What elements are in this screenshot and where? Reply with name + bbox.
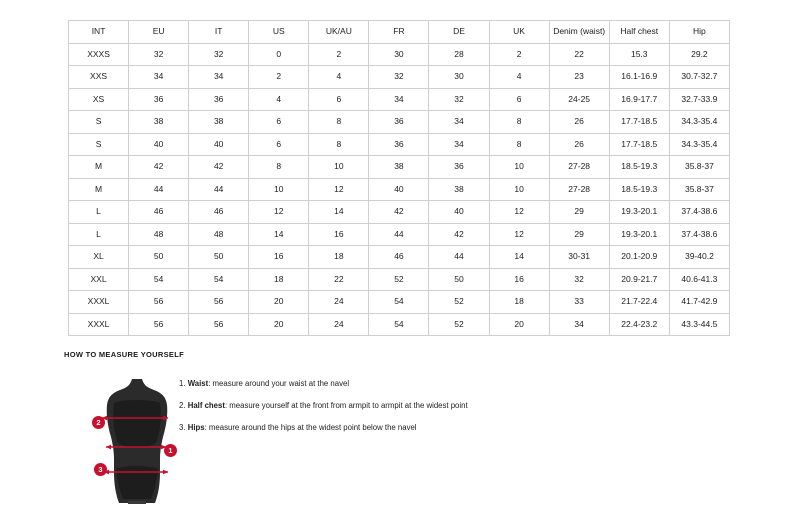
table-cell: 52 xyxy=(429,313,489,336)
table-cell: 0 xyxy=(249,43,309,66)
table-cell: 17.7-18.5 xyxy=(609,111,669,134)
table-cell: 38 xyxy=(369,156,429,179)
table-cell: 14 xyxy=(249,223,309,246)
table-cell: 44 xyxy=(189,178,249,201)
table-cell: 26 xyxy=(549,111,609,134)
table-cell: 34 xyxy=(369,88,429,111)
table-cell: 8 xyxy=(249,156,309,179)
table-cell: S xyxy=(69,111,129,134)
table-cell: 56 xyxy=(129,291,189,314)
table-cell: 35.8-37 xyxy=(669,156,729,179)
table-cell: 21.7-22.4 xyxy=(609,291,669,314)
table-cell: 36 xyxy=(429,156,489,179)
measure-notes xyxy=(179,369,764,445)
table-cell: 12 xyxy=(489,201,549,224)
table-cell: 10 xyxy=(249,178,309,201)
table-cell: 38 xyxy=(429,178,489,201)
table-cell: 42 xyxy=(189,156,249,179)
table-cell: 16 xyxy=(309,223,369,246)
table-cell: 52 xyxy=(369,268,429,291)
table-cell: 18 xyxy=(249,268,309,291)
table-cell: 32 xyxy=(189,43,249,66)
table-cell: XXXL xyxy=(69,291,129,314)
table-cell: 32 xyxy=(549,268,609,291)
measure-note xyxy=(179,401,764,411)
measure-note xyxy=(179,423,764,433)
table-cell: 40 xyxy=(189,133,249,156)
table-row xyxy=(69,88,730,111)
table-cell: 46 xyxy=(129,201,189,224)
table-cell: 12 xyxy=(249,201,309,224)
table-cell: 16 xyxy=(249,246,309,269)
measure-note-term: Hips xyxy=(187,423,205,433)
table-cell: XXS xyxy=(69,66,129,89)
table-cell: 42 xyxy=(429,223,489,246)
table-cell: 34 xyxy=(189,66,249,89)
table-row xyxy=(69,178,730,201)
table-cell: 50 xyxy=(129,246,189,269)
measure-note-number: 2. xyxy=(179,401,186,411)
table-cell: 2 xyxy=(489,43,549,66)
table-cell: 35.8-37 xyxy=(669,178,729,201)
measure-note-number: 3. xyxy=(179,423,186,433)
table-cell: 8 xyxy=(489,133,549,156)
badge-half-chest: 2 xyxy=(92,416,105,429)
table-cell: 44 xyxy=(129,178,189,201)
table-cell: 38 xyxy=(189,111,249,134)
table-cell: 54 xyxy=(189,268,249,291)
table-row xyxy=(69,268,730,291)
table-cell: 46 xyxy=(189,201,249,224)
table-cell: 18.5-19.3 xyxy=(609,178,669,201)
table-cell: XXXL xyxy=(69,313,129,336)
table-cell: 6 xyxy=(309,88,369,111)
table-cell: 2 xyxy=(309,43,369,66)
table-row xyxy=(69,201,730,224)
how-to-measure-section xyxy=(64,350,764,504)
measure-note-text: : measure yourself at the front from armpit to armpit at the widest point xyxy=(224,401,468,411)
table-row xyxy=(69,223,730,246)
table-column-header: DE xyxy=(429,21,489,44)
table-cell: 18 xyxy=(489,291,549,314)
table-cell: 48 xyxy=(129,223,189,246)
table-cell: 12 xyxy=(309,178,369,201)
table-column-header: IT xyxy=(189,21,249,44)
measure-note-text: : measure around your waist at the navel xyxy=(208,379,350,388)
table-cell: 10 xyxy=(489,178,549,201)
table-cell: 22 xyxy=(309,268,369,291)
table-cell: 16 xyxy=(489,268,549,291)
table-cell: 38 xyxy=(129,111,189,134)
table-cell: 56 xyxy=(129,313,189,336)
table-row xyxy=(69,66,730,89)
mannequin-figure xyxy=(64,369,179,504)
measure-note-term: Waist xyxy=(187,379,209,388)
table-cell: 37.4-38.6 xyxy=(669,223,729,246)
table-cell: 30 xyxy=(429,66,489,89)
table-cell: 36 xyxy=(369,111,429,134)
table-cell: 44 xyxy=(369,223,429,246)
table-cell: 18.5-19.3 xyxy=(609,156,669,179)
table-cell: 22.4-23.2 xyxy=(609,313,669,336)
table-cell: 50 xyxy=(189,246,249,269)
table-cell: XXXS xyxy=(69,43,129,66)
table-row xyxy=(69,43,730,66)
table-cell: 14 xyxy=(309,201,369,224)
measure-note xyxy=(179,379,764,389)
table-cell: 6 xyxy=(249,133,309,156)
measure-note-text: : measure around the hips at the widest point below the navel xyxy=(204,423,417,433)
table-cell: 14 xyxy=(489,246,549,269)
table-cell: 8 xyxy=(489,111,549,134)
table-cell: 26 xyxy=(549,133,609,156)
table-cell: 30 xyxy=(369,43,429,66)
table-cell: 10 xyxy=(489,156,549,179)
table-header-row xyxy=(69,21,730,44)
table-row xyxy=(69,291,730,314)
table-cell: 39-40.2 xyxy=(669,246,729,269)
table-cell: 36 xyxy=(369,133,429,156)
table-cell: 34 xyxy=(429,111,489,134)
table-body xyxy=(69,43,730,336)
table-cell: 28 xyxy=(429,43,489,66)
table-cell: 4 xyxy=(309,66,369,89)
size-table-container xyxy=(68,20,730,336)
table-cell: L xyxy=(69,201,129,224)
table-row xyxy=(69,313,730,336)
table-cell: 27-28 xyxy=(549,178,609,201)
table-column-header: UK xyxy=(489,21,549,44)
table-row xyxy=(69,156,730,179)
table-cell: 30-31 xyxy=(549,246,609,269)
table-cell: 20 xyxy=(249,313,309,336)
table-cell: 19.3-20.1 xyxy=(609,201,669,224)
table-cell: 4 xyxy=(249,88,309,111)
table-cell: 34.3-35.4 xyxy=(669,133,729,156)
table-cell: 56 xyxy=(189,291,249,314)
table-header xyxy=(69,21,730,44)
table-cell: 40 xyxy=(429,201,489,224)
table-cell: 16.1-16.9 xyxy=(609,66,669,89)
measure-note-number: 1. xyxy=(179,379,186,388)
how-to-measure-body xyxy=(64,369,764,504)
table-cell: 12 xyxy=(489,223,549,246)
table-cell: 20 xyxy=(249,291,309,314)
table-cell: 54 xyxy=(369,313,429,336)
table-cell: 24 xyxy=(309,313,369,336)
table-cell: 34 xyxy=(429,133,489,156)
table-cell: 20.1-20.9 xyxy=(609,246,669,269)
table-cell: 34 xyxy=(129,66,189,89)
table-cell: 29 xyxy=(549,223,609,246)
table-cell: 22 xyxy=(549,43,609,66)
badge-hips: 3 xyxy=(94,463,107,476)
table-cell: 41.7-42.9 xyxy=(669,291,729,314)
badge-waist: 1 xyxy=(164,444,177,457)
how-to-measure-title: HOW TO MEASURE YOURSELF xyxy=(64,350,184,359)
table-cell: 36 xyxy=(129,88,189,111)
table-cell: 48 xyxy=(189,223,249,246)
table-cell: 54 xyxy=(129,268,189,291)
table-cell: 20.9-21.7 xyxy=(609,268,669,291)
table-cell: 29 xyxy=(549,201,609,224)
table-row xyxy=(69,111,730,134)
table-cell: 6 xyxy=(489,88,549,111)
table-column-header: INT xyxy=(69,21,129,44)
table-cell: 32 xyxy=(429,88,489,111)
table-cell: 34.3-35.4 xyxy=(669,111,729,134)
table-cell: L xyxy=(69,223,129,246)
table-cell: 8 xyxy=(309,133,369,156)
table-column-header: FR xyxy=(369,21,429,44)
table-cell: 2 xyxy=(249,66,309,89)
table-cell: 46 xyxy=(369,246,429,269)
table-cell: 42 xyxy=(369,201,429,224)
table-column-header: Denim (waist) xyxy=(549,21,609,44)
table-cell: 40 xyxy=(369,178,429,201)
table-cell: 40 xyxy=(129,133,189,156)
table-cell: 17.7-18.5 xyxy=(609,133,669,156)
table-cell: 27-28 xyxy=(549,156,609,179)
table-cell: 37.4-38.6 xyxy=(669,201,729,224)
table-cell: XS xyxy=(69,88,129,111)
table-cell: S xyxy=(69,133,129,156)
table-cell: 24-25 xyxy=(549,88,609,111)
table-column-header: EU xyxy=(129,21,189,44)
table-cell: 15.3 xyxy=(609,43,669,66)
table-cell: 43.3-44.5 xyxy=(669,313,729,336)
table-cell: 44 xyxy=(429,246,489,269)
table-cell: XXL xyxy=(69,268,129,291)
table-cell: 24 xyxy=(309,291,369,314)
table-cell: 52 xyxy=(429,291,489,314)
table-cell: 10 xyxy=(309,156,369,179)
table-cell: 36 xyxy=(189,88,249,111)
table-cell: 20 xyxy=(489,313,549,336)
table-cell: 4 xyxy=(489,66,549,89)
table-cell: 30.7-32.7 xyxy=(669,66,729,89)
table-cell: 8 xyxy=(309,111,369,134)
table-cell: XL xyxy=(69,246,129,269)
table-cell: 32 xyxy=(129,43,189,66)
table-cell: 32 xyxy=(369,66,429,89)
table-row xyxy=(69,246,730,269)
measure-note-term: Half chest xyxy=(187,401,225,411)
table-cell: 19.3-20.1 xyxy=(609,223,669,246)
table-cell: 23 xyxy=(549,66,609,89)
table-cell: 32.7-33.9 xyxy=(669,88,729,111)
table-cell: 42 xyxy=(129,156,189,179)
table-column-header: UK/AU xyxy=(309,21,369,44)
table-cell: 6 xyxy=(249,111,309,134)
table-row xyxy=(69,133,730,156)
table-cell: 33 xyxy=(549,291,609,314)
table-cell: 16.9-17.7 xyxy=(609,88,669,111)
table-column-header: Half chest xyxy=(609,21,669,44)
table-cell: 54 xyxy=(369,291,429,314)
table-column-header: US xyxy=(249,21,309,44)
table-column-header: Hip xyxy=(669,21,729,44)
table-cell: 29.2 xyxy=(669,43,729,66)
table-cell: M xyxy=(69,156,129,179)
mannequin-illustration-icon xyxy=(102,377,172,505)
table-cell: 40.6-41.3 xyxy=(669,268,729,291)
table-cell: 18 xyxy=(309,246,369,269)
table-cell: 50 xyxy=(429,268,489,291)
table-cell: M xyxy=(69,178,129,201)
table-cell: 34 xyxy=(549,313,609,336)
size-conversion-table xyxy=(68,20,730,336)
table-cell: 56 xyxy=(189,313,249,336)
